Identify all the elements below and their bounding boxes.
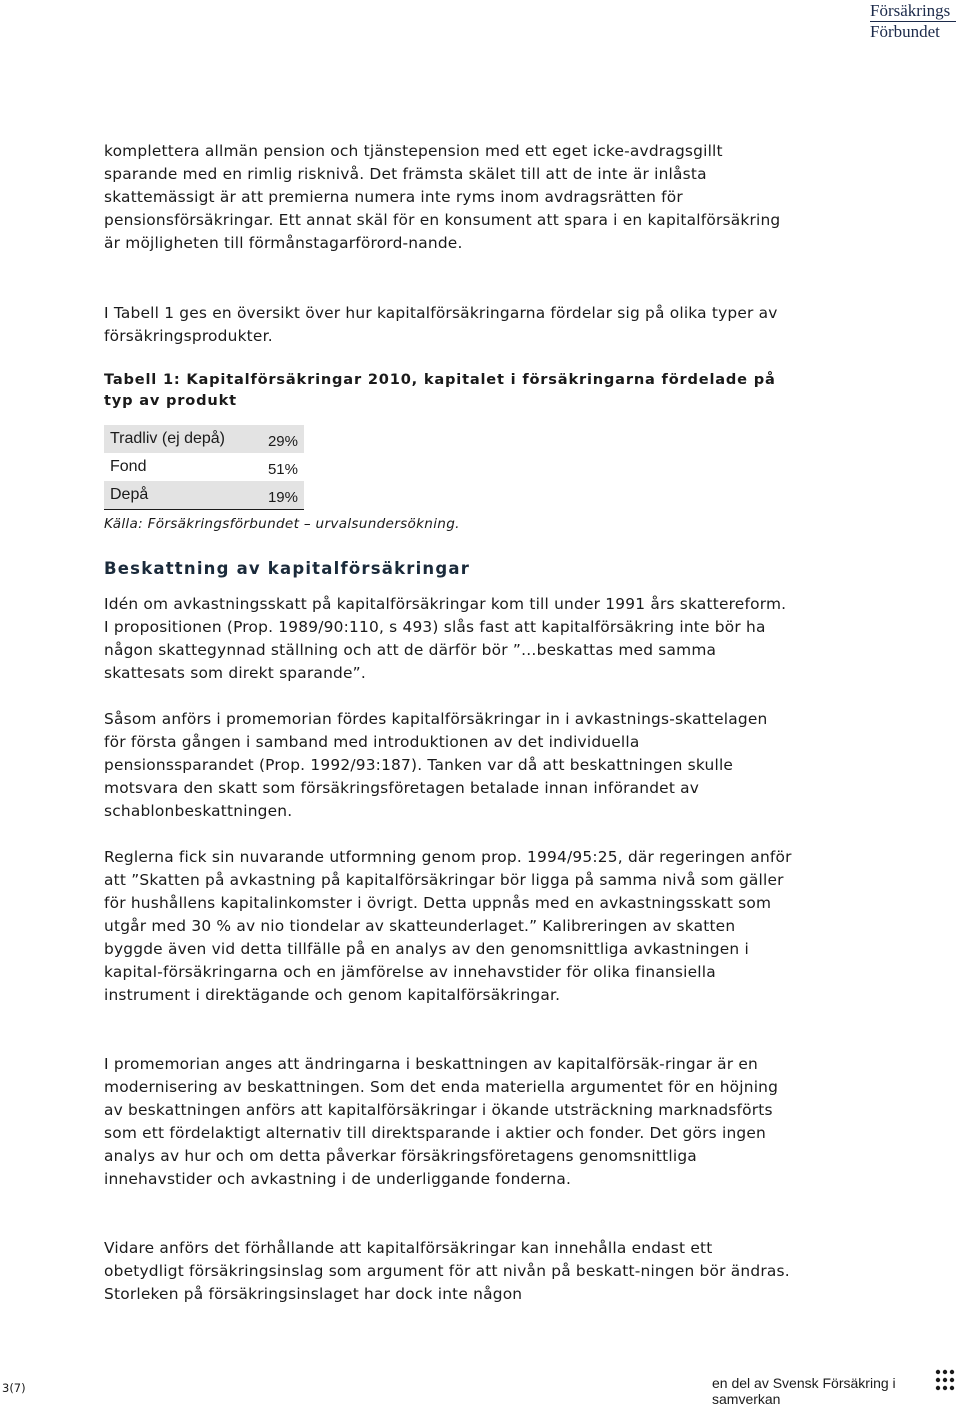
dots-logo-icon <box>934 1368 956 1394</box>
logo-line-2: Förbundet <box>870 21 956 41</box>
table-row <box>104 453 304 481</box>
section-heading: Beskattning av kapitalförsäkringar <box>104 559 471 578</box>
footer-tagline: en del av Svensk Försäkring i samverkan <box>712 1375 896 1407</box>
table-cell-value: 19% <box>267 488 298 506</box>
page-number: 3(7) <box>2 1381 26 1395</box>
data-table <box>104 425 304 510</box>
table-cell-value: 29% <box>267 432 298 450</box>
table-cell-label: Tradliv (ej depå) <box>110 430 226 447</box>
table-cell-label: Depå <box>110 486 149 503</box>
logo <box>870 2 956 41</box>
table-row <box>104 481 304 510</box>
paragraph-7: Vidare anförs det förhållande att kapitalförsäkringar kan innehålla endast ett obetydligt försäkringsinslag som argument för att nivån på beskatt-ningen bör ändras. Storleken på försäkringsinslaget har dock inte någon <box>104 1239 790 1303</box>
table-row <box>104 425 304 453</box>
logo-line-1: Försäkrings <box>870 1 951 20</box>
paragraph-5: Reglerna fick sin nuvarande utformning genom prop. 1994/95:25, där regeringen anför att ”Skatten på avkastning på kapitalförsäkringar bör ligga på samma nivå som gäller för hushållens kapitalinkomster i övrigt. Detta uppnås med en avkastningsskatt som utgår med 30 % av nio tiondelar av skatteunderlaget.” Kalibreringen av skatten byggde även vid detta tillfälle på en analys av den genomsnittliga avkastningen i kapital-försäkringarna och en jämförelse av innehavstider för olika finansiella instrument i direktägande och genom kapitalförsäkringar. <box>104 848 792 1004</box>
table-cell-value: 51% <box>267 460 298 478</box>
table-caption: Tabell 1: Kapitalförsäkringar 2010, kapitalet i försäkringarna fördelade på typ av produkt <box>104 371 776 409</box>
table-cell-label: Fond <box>110 458 147 475</box>
paragraph-3: Idén om avkastningsskatt på kapitalförsäkringar kom till under 1991 års skattereform. I propositionen (Prop. 1989/90:110, s 493) slås fast att kapitalförsäkring inte bör ha någon skattegynnad ställning och att de därför bör ”…beskattas med samma skattesats som direkt sparande”. <box>104 595 787 682</box>
paragraph-4: Såsom anförs i promemorian fördes kapitalförsäkringar in i avkastnings-skattelagen för första gången i samband med introduktionen av det individuella pensionssparandet (Prop. 1992/93:187). Tanken var då att beskattningen skulle motsvara den skatt som försäkringsföretagen betalade innan införandet av schablonbeskattningen. <box>104 710 768 820</box>
paragraph-2: I Tabell 1 ges en översikt över hur kapitalförsäkringarna fördelar sig på olika typer av försäkringsprodukter. <box>104 304 778 345</box>
paragraph-6: I promemorian anges att ändringarna i beskattningen av kapitalförsäk-ringar är en modernisering av beskattningen. Som det enda materiella argumentet för en höjning av beskattningen anförs att kapitalförsäkringar i ökande utsträckning marknadsförts som ett fördelaktigt alternativ till direktsparande i aktier och fonder. Det görs ingen analys av hur och om detta påverkar försäkringsföretagens genomsnittliga innehavstider och avkastning i de underliggande fonderna. <box>104 1055 779 1188</box>
paragraph-1: komplettera allmän pension och tjänstepension med ett eget icke-avdragsgillt sparande med en rimlig risknivå. Det främsta skälet till att de inte är inlåsta skattemässigt är att premierna numera inte ryms inom avdragsrätten för pensionsförsäkringar. Ett annat skäl för en konsument att spara i en kapitalförsäkring är möjligheten till förmånstagarförord-nande. <box>104 142 781 252</box>
table-source: Källa: Försäkringsförbundet – urvalsundersökning. <box>104 516 460 532</box>
